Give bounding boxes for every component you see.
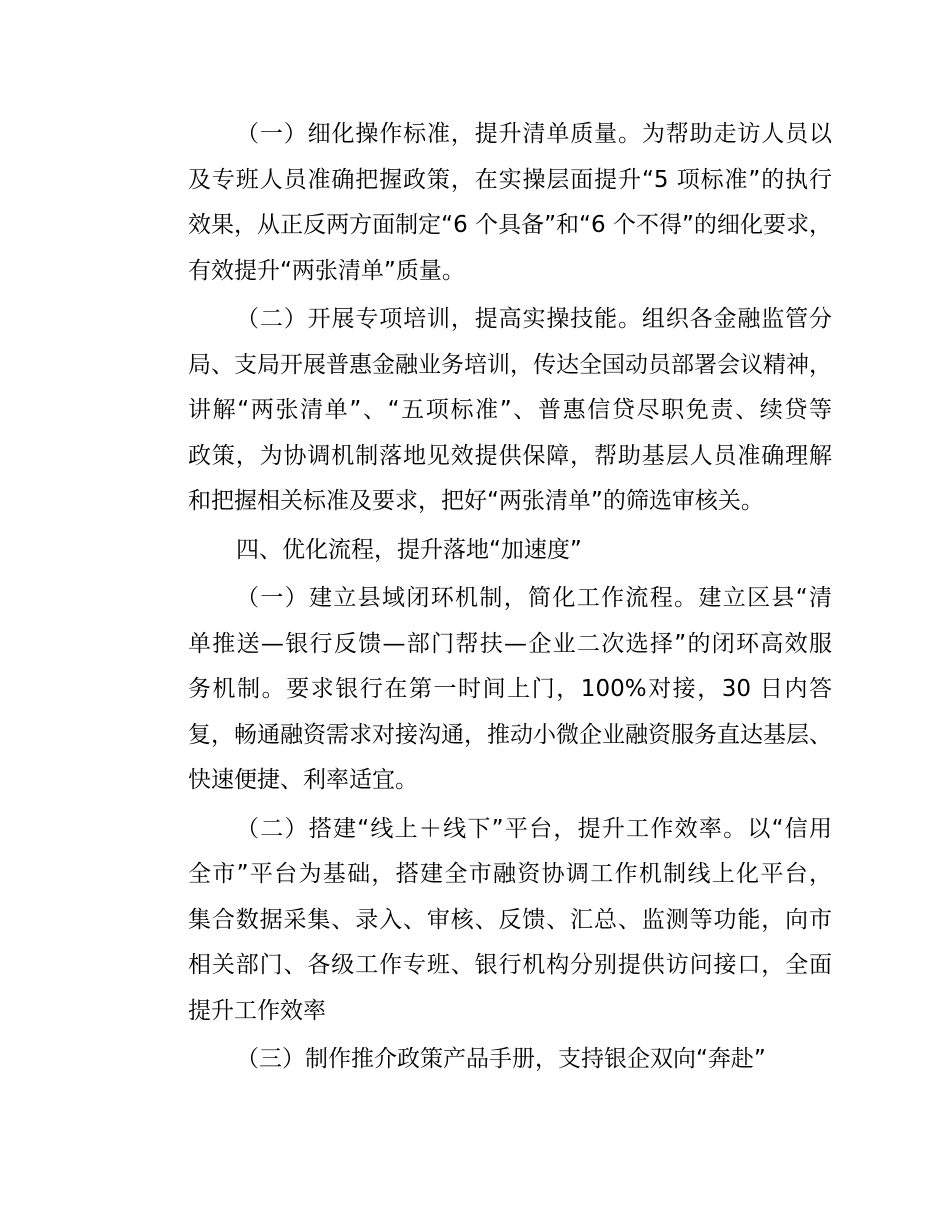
text-line: 效果，从正反两方面制定“6 个具备”和“6 个不得”的细化要求， bbox=[188, 212, 832, 238]
text-line: 局、支局开展普惠金融业务培训，传达全国动员部署会议精神， bbox=[188, 351, 832, 378]
text-line: 快速便捷、利率适宜。 bbox=[188, 767, 418, 793]
text-line: （一）细化操作标准，提升清单质量。为帮助走访人员以 bbox=[236, 121, 832, 147]
section-heading: 四、优化流程，提升落地“加速度” bbox=[236, 536, 582, 563]
paragraph-refine-standards bbox=[140, 112, 832, 294]
section-heading-optimize-process bbox=[140, 528, 832, 574]
text-line: （三）制作推介政策产品手册，支持银企双向“奔赴” bbox=[236, 1046, 766, 1072]
text-line: 集合数据采集、录入、审核、反馈、汇总、监测等功能，向市 bbox=[188, 906, 832, 933]
paragraph-policy-handbook bbox=[140, 1037, 832, 1083]
text-line: 相关部门、各级工作专班、银行机构分别提供访问接口，全面 bbox=[188, 952, 832, 978]
text-line: 单推送—银行反馈—部门帮扶—企业二次选择”的闭环高效服 bbox=[188, 630, 832, 657]
text-line: 复，畅通融资需求对接沟通，推动小微企业融资服务直达基层、 bbox=[188, 721, 832, 748]
text-line: 有效提升“两张清单”质量。 bbox=[188, 257, 465, 284]
text-line: （二）搭建“线上＋线下”平台，提升工作效率。以“信用 bbox=[236, 815, 832, 842]
text-line: 及专班人员准确把握政策，在实操层面提升“5 项标准”的执行 bbox=[188, 166, 832, 193]
text-line: 政策，为协调机制落地见效提供保障，帮助基层人员准确理解 bbox=[188, 442, 832, 469]
text-line: 全市”平台为基础，搭建全市融资协调工作机制线上化平台， bbox=[188, 861, 832, 887]
document-page bbox=[140, 112, 832, 1083]
paragraph-online-offline-platform bbox=[140, 807, 832, 1035]
text-line: （一）建立县域闭环机制，简化工作流程。建立区县“清 bbox=[236, 585, 832, 611]
text-line: 和把握相关标准及要求，把好“两张清单”的筛选审核关。 bbox=[188, 488, 764, 514]
paragraph-special-training bbox=[140, 297, 832, 525]
paragraph-closed-loop-mechanism bbox=[140, 576, 832, 804]
text-line: 讲解“两张清单”、“五项标准”、普惠信贷尽职免责、续贷等 bbox=[188, 397, 832, 423]
text-line: 提升工作效率 bbox=[188, 997, 326, 1024]
text-line: 务机制。要求银行在第一时间上门，100%对接，30 日内答 bbox=[188, 676, 832, 702]
text-line: （二）开展专项培训，提高实操技能。组织各金融监管分 bbox=[236, 306, 832, 332]
